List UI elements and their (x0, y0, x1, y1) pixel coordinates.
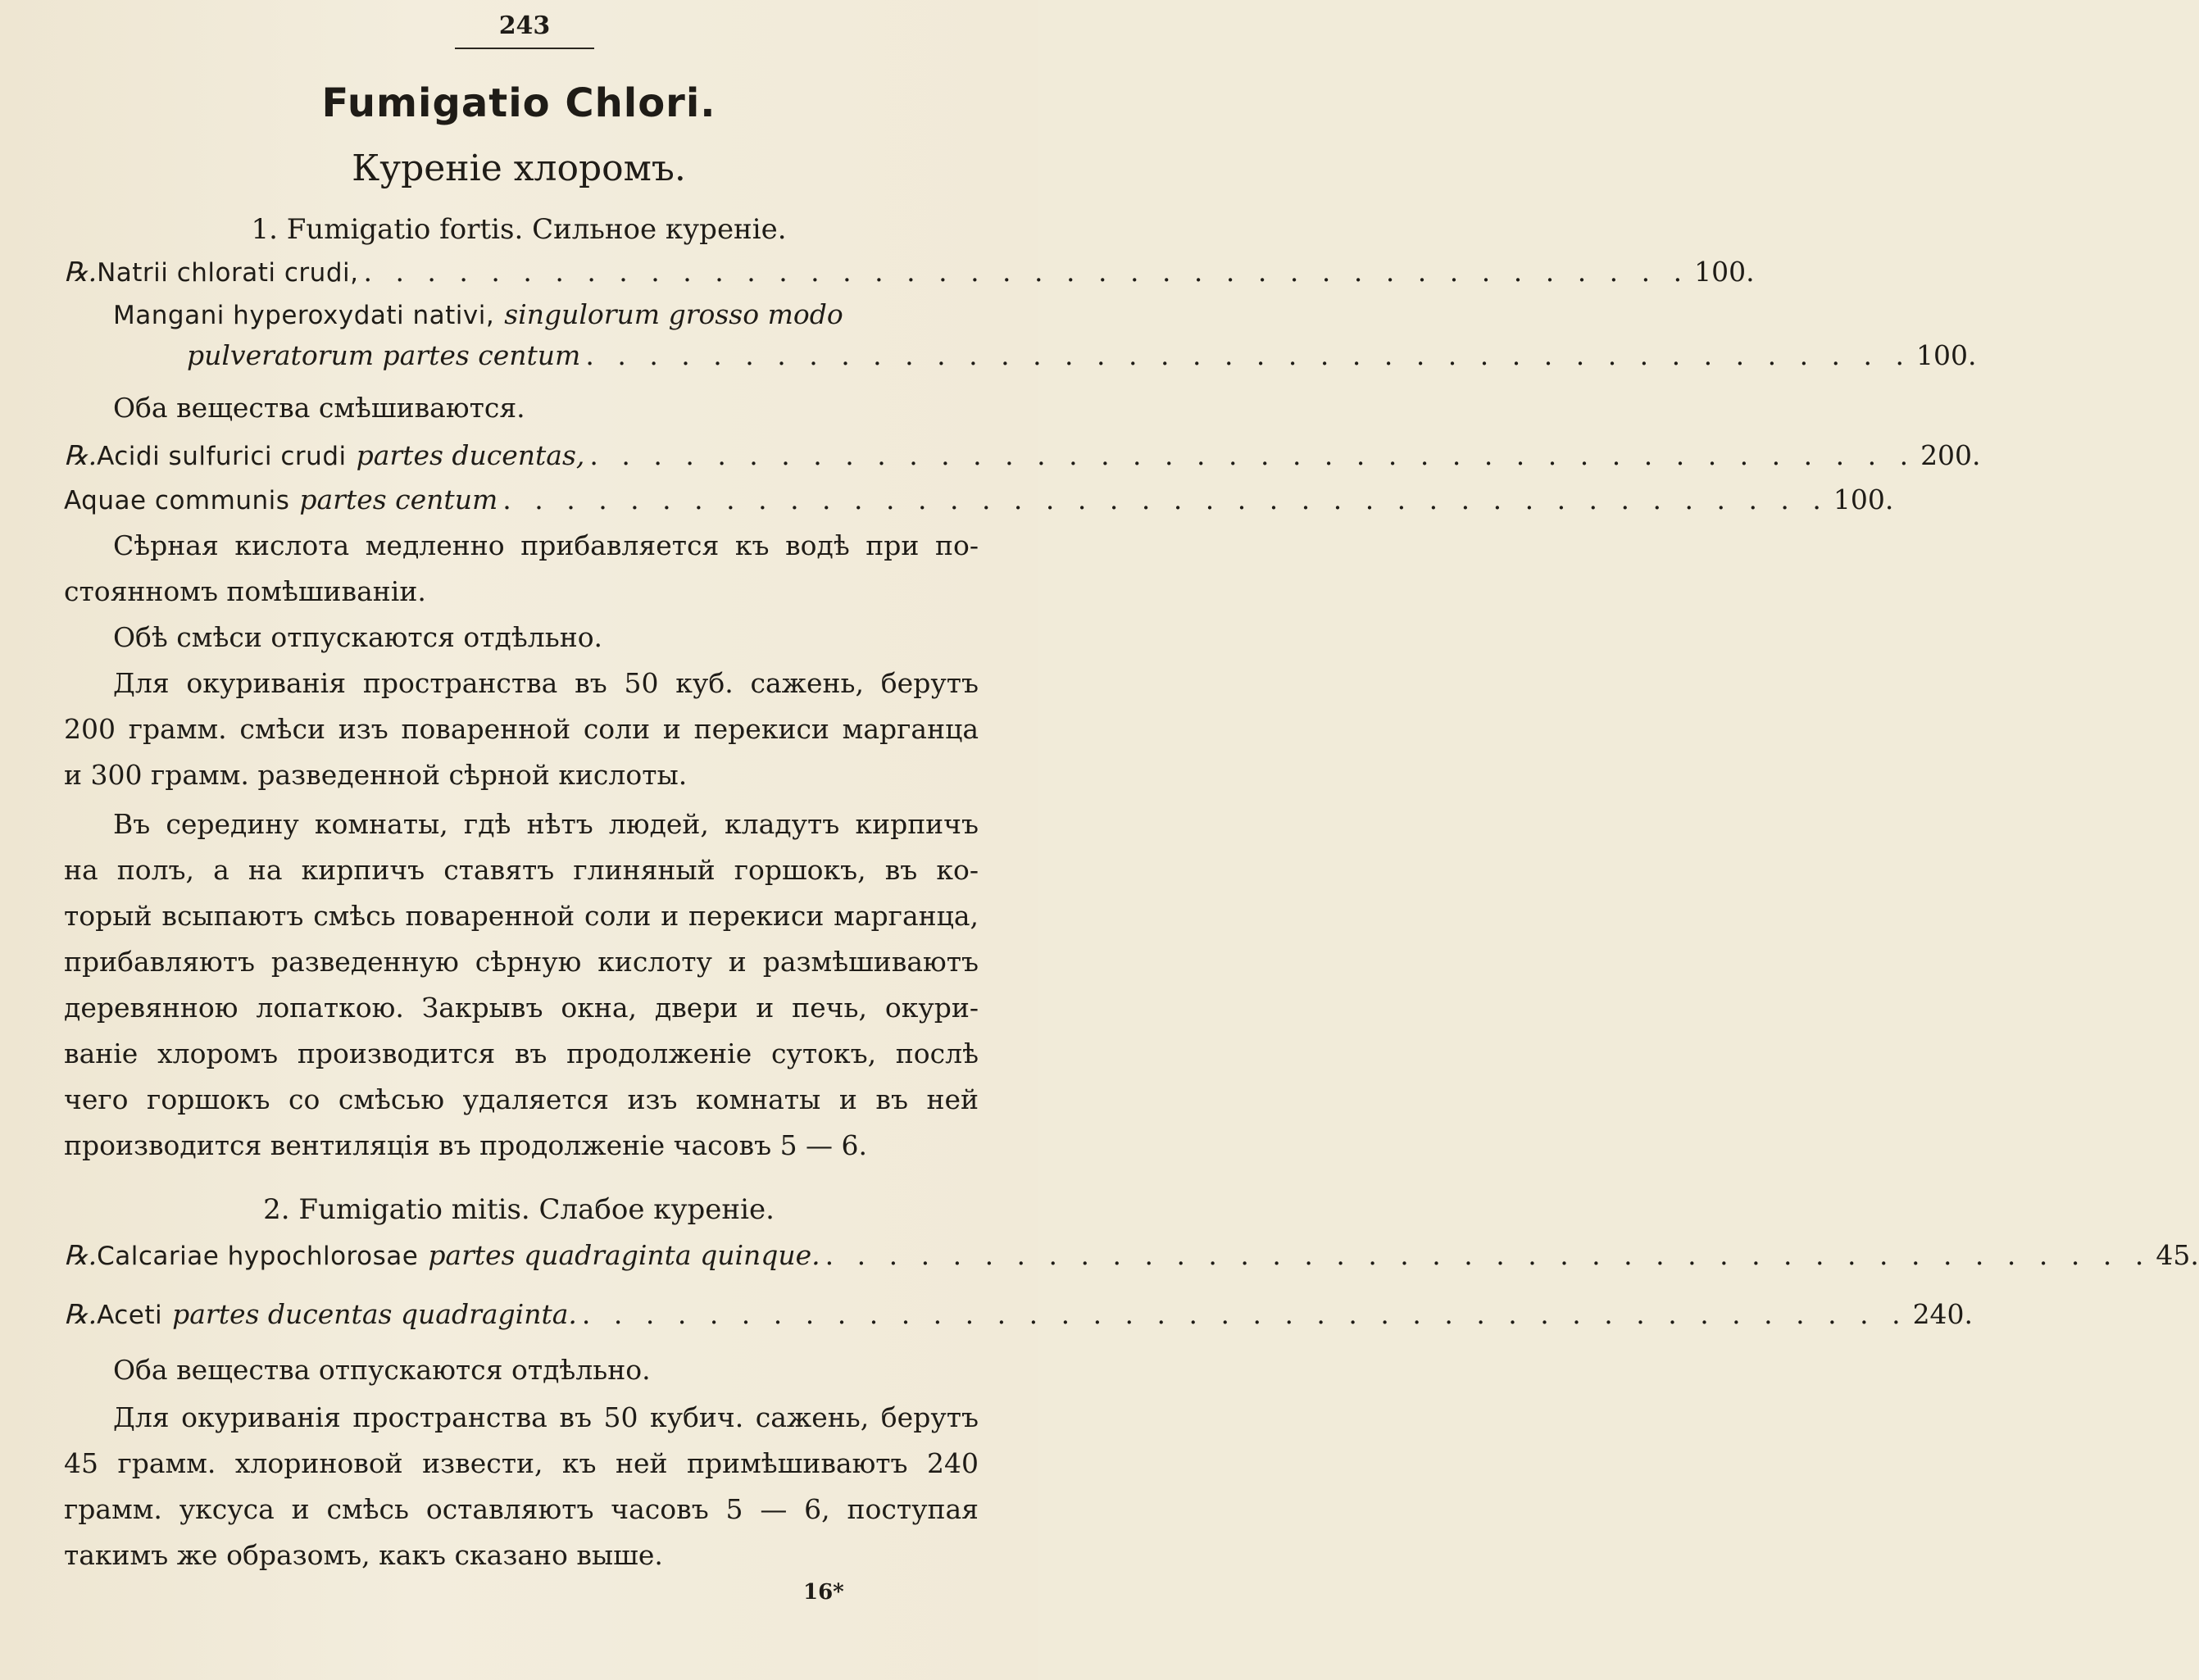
ingredient-quantity-text: partes centum (299, 484, 498, 515)
paragraph-line: ваніе хлоромъ производится въ продолженіе сутокъ, послѣ (64, 1038, 979, 1069)
ingredient-quantity-text: partes ducentas, (356, 439, 585, 471)
paragraph-line: Сѣрная кислота медленно прибавляется къ водѣ при по- (113, 529, 979, 561)
paragraph-line: 45 грамм. хлориновой извести, къ ней примѣшиваютъ 240 (64, 1447, 979, 1479)
ingredient-quantity-text: partes ducentas quadraginta. (172, 1298, 577, 1330)
paragraph-line: торый всыпаютъ смѣсь поваренной соли и перекиси марганца, (64, 900, 979, 932)
paragraph-line: чего горшокъ со смѣсью удаляется изъ комнаты и въ ней (64, 1083, 979, 1115)
ingredient-name: Aquae communis (64, 486, 290, 515)
ingredient-name: Calcariae hypochlorosae (97, 1242, 419, 1271)
section2-heading: 2. Fumigatio mitis. Слабое куреніе. (263, 1193, 775, 1226)
ingredient-amount: 100. (1694, 256, 1755, 288)
ingredient-amount: 100. (1916, 339, 1977, 371)
ingredient-quantity-text: singulorum grosso modo (504, 298, 843, 330)
ingredient-amount: 45. (2156, 1239, 2199, 1271)
ingredient-amount: 240. (1912, 1298, 1974, 1330)
recipe-line (64, 1298, 1974, 1334)
recipe-line (64, 439, 1981, 475)
paragraph-line: стоянномъ помѣшиваніи. (64, 575, 426, 607)
instruction-text: Оба вещества смѣшиваются. (113, 392, 525, 424)
paragraph-line: и 300 грамм. разведенной сѣрной кислоты. (64, 759, 688, 791)
rx-symbol: ℞. (64, 439, 98, 471)
ingredient-quantity-text: pulveratorum partes centum (187, 339, 581, 371)
signature-mark: 16* (803, 1580, 844, 1605)
ingredient-name: Mangani hyperoxydati nativi, (113, 301, 495, 330)
paragraph-line: деревянною лопаткою. Закрывъ окна, двери и печь, окури- (64, 992, 979, 1024)
paragraph-line: Для окуриванія пространства въ 50 кубич. сажень, берутъ (113, 1401, 979, 1433)
rx-symbol: ℞. (64, 1298, 98, 1330)
paragraph-line: грамм. уксуса и смѣсь оставляютъ часовъ 5 — 6, поступая (64, 1493, 979, 1525)
recipe-line (64, 1239, 2199, 1275)
ingredient-name: Acidi sulfurici crudi (97, 442, 347, 471)
leader-dots: . . . . . . . . . . . . . . . . . . . . . . . . . . . . . . . . . . . . . . . . . . (363, 256, 1690, 288)
leader-dots: . . . . . . . . . . . . . . . . . . . . . . . . . . . . . . . . . . . . . . . . . . (581, 1298, 1908, 1330)
paragraph-line: на полъ, а на кирпичъ ставятъ глиняный горшокъ, въ ко- (64, 854, 979, 886)
paragraph-line: такимъ же образомъ, какъ сказано выше. (64, 1539, 663, 1571)
section1-heading: 1. Fumigatio fortis. Сильное куреніе. (251, 213, 787, 246)
ingredient-quantity-text: partes quadraginta quinque. (428, 1239, 820, 1271)
ingredient-name: Natrii chlorati crudi, (97, 258, 359, 288)
paragraph-line: Въ середину комнаты, гдѣ нѣтъ людей, кладутъ кирпичъ (113, 808, 979, 840)
ingredient-amount: 200. (1920, 439, 1981, 471)
ingredient-amount: 100. (1833, 484, 1894, 515)
recipe-line (64, 484, 1894, 520)
leader-dots: . . . . . . . . . . . . . . . . . . . . . . . . . . . . . . . . . . . . . . . . . . (825, 1239, 2151, 1271)
recipe-line (187, 339, 1977, 375)
header-rule (455, 48, 594, 49)
page-number: 243 (498, 11, 551, 40)
page-title-russian: Куреніе хлоромъ. (352, 148, 686, 189)
paragraph-line: 200 грамм. смѣси изъ поваренной соли и перекиси марганца (64, 713, 979, 745)
paragraph-line: Для окуриванія пространства въ 50 куб. сажень, берутъ (113, 667, 979, 699)
instruction-text: Оба вещества отпускаются отдѣльно. (113, 1354, 651, 1386)
rx-symbol: ℞. (64, 256, 98, 288)
instruction-text: Обѣ смѣси отпускаются отдѣльно. (113, 621, 603, 653)
recipe-line (64, 256, 1755, 292)
leader-dots: . . . . . . . . . . . . . . . . . . . . . . . . . . . . . . . . . . . . . . . . . . (502, 484, 1829, 515)
paragraph-line: производится вентиляція въ продолженіе часовъ 5 — 6. (64, 1129, 868, 1161)
page-title-latin: Fumigatio Chlori. (321, 80, 716, 126)
leader-dots: . . . . . . . . . . . . . . . . . . . . . . . . . . . . . . . . . . . . . . . . . . (585, 339, 1912, 371)
ingredient-name: Aceti (97, 1301, 163, 1330)
leader-dots: . . . . . . . . . . . . . . . . . . . . . . . . . . . . . . . . . . . . . . . . . . (589, 439, 1916, 471)
paragraph-line: прибавляютъ разведенную сѣрную кислоту и размѣшиваютъ (64, 946, 979, 978)
rx-symbol: ℞. (64, 1239, 98, 1271)
recipe-line (64, 298, 980, 334)
